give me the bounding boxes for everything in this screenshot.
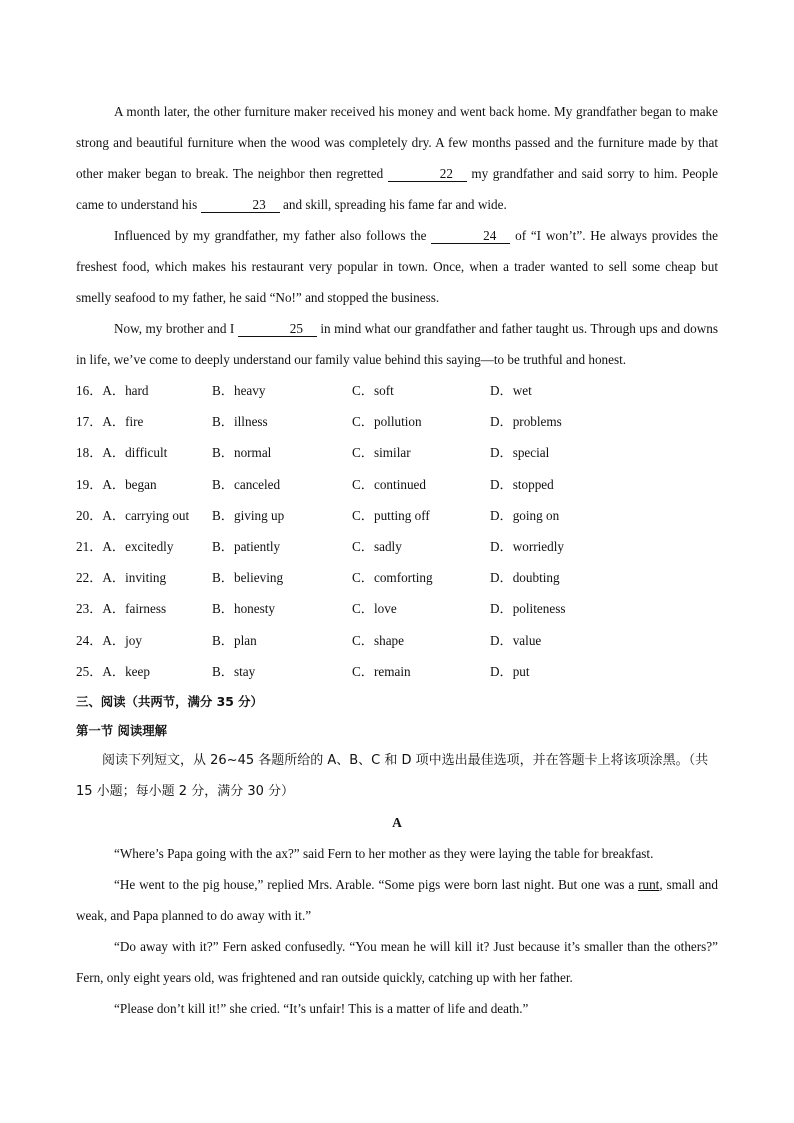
option-b: B．canceled <box>212 476 281 492</box>
page-content <box>76 96 718 1024</box>
question-number-option-a: 23．A．fairness <box>76 601 167 617</box>
question-number-option-a: 22．A．inviting <box>76 570 167 586</box>
question-row <box>76 469 718 500</box>
option-d: D．value <box>490 632 542 648</box>
question-number-option-a: 20．A．carrying out <box>76 507 190 523</box>
blank-25: 25 <box>238 322 317 337</box>
question-number-option-a: 25．A．keep <box>76 663 150 679</box>
question-list <box>76 375 718 687</box>
text-span: “He went to the pig house,” replied Mrs. Arable. “Some pigs were born last night. But one was a <box>114 876 639 892</box>
option-c: C．comforting <box>352 570 433 586</box>
question-number-option-a: 24．A．joy <box>76 632 142 648</box>
option-b: B．stay <box>212 663 256 679</box>
section-heading: 三、阅读（共两节，满分 35 分） <box>76 693 263 709</box>
passage-a-paragraph-3: “Do away with it?” Fern asked confusedly. “You mean he will kill it? Just because it’s smaller than the others?” Fern, only eight years old, was frightened and ran outside quickly, catching up with her father. <box>76 938 718 985</box>
passage-a-paragraph-1: “Where’s Papa going with the ax?” said Fern to her mother as they were laying the table for breakfast. <box>114 845 654 861</box>
blank-23: 23 <box>201 198 280 213</box>
question-row <box>76 406 718 437</box>
question-row <box>76 375 718 406</box>
option-b: B．patiently <box>212 538 281 554</box>
question-row <box>76 500 718 531</box>
question-number-option-a: 17．A．fire <box>76 414 144 430</box>
option-b: B．giving up <box>212 507 285 523</box>
option-c: C．similar <box>352 445 411 461</box>
passage-a-paragraph-2 <box>76 869 718 931</box>
option-b: B．plan <box>212 632 257 648</box>
option-c: C．soft <box>352 383 394 398</box>
question-number-option-a: 19．A．began <box>76 476 157 492</box>
question-row <box>76 562 718 593</box>
question-number-option-a: 21．A．excitedly <box>76 538 174 554</box>
text-span: of “I won’t”. He always provides the freshest food, which makes his restaurant very popular in town. Once, when a trader wanted to sell some cheap but smelly seafood to my father, he said “No!” and stopped the business. <box>76 228 718 305</box>
question-row <box>76 437 718 468</box>
option-c: C．putting off <box>352 507 430 523</box>
option-d: D．problems <box>490 414 562 430</box>
passage-paragraph-1 <box>76 96 718 220</box>
blank-22: 22 <box>388 167 467 182</box>
text-span: Influenced by my grandfather, my father also follows the <box>114 228 432 243</box>
question-row <box>76 625 718 656</box>
question-number-option-a: 18．A．difficult <box>76 445 168 461</box>
option-c: C．continued <box>352 476 426 492</box>
text-span: and skill, spreading his fame far and wide. <box>279 197 507 212</box>
question-number-option-a: 16．A．hard <box>76 383 149 398</box>
passage-a-paragraph-4: “Please don’t kill it!” she cried. “It’s unfair! This is a matter of life and death.” <box>114 1000 529 1016</box>
option-c: C．shape <box>352 632 405 648</box>
option-d: D．doubting <box>490 570 560 586</box>
text-span: Now, my brother and I <box>114 321 238 336</box>
text-span: , small and weak, and Papa planned to do away with it.” <box>76 876 718 923</box>
text-span: in mind what our grandfather and father taught us. Through ups and downs in life, we’ve come to deeply understand our family value behind this saying—to be truthful and honest. <box>76 321 718 367</box>
option-c: C．pollution <box>352 414 422 430</box>
blank-24: 24 <box>431 229 510 244</box>
question-row <box>76 656 718 687</box>
option-c: C．love <box>352 601 397 617</box>
option-d: D．put <box>490 663 530 679</box>
option-d: D．wet <box>490 383 532 398</box>
option-b: B．believing <box>212 570 284 586</box>
option-d: D．worriedly <box>490 538 564 554</box>
option-d: D．going on <box>490 507 560 523</box>
passage-label: A <box>392 814 402 830</box>
option-d: D．stopped <box>490 476 554 492</box>
option-b: B．honesty <box>212 601 276 617</box>
option-d: D．special <box>490 445 550 461</box>
question-row <box>76 531 718 562</box>
option-d: D．politeness <box>490 601 566 617</box>
option-b: B．heavy <box>212 383 266 398</box>
passage-paragraph-2 <box>76 220 718 313</box>
passage-paragraph-3 <box>76 313 718 375</box>
instruction-text: 阅读下列短文，从 26~45 各题所给的 A、B、C 和 D 项中选出最佳选项，并在答题卡上将该项涂黑。（共 15 小题；每小题 2 分，满分 30 分） <box>76 752 709 799</box>
question-row <box>76 593 718 624</box>
text-span: A month later, the other furniture maker received his money and went back home. My grandfather began to make strong and beautiful furniture when the wood was completely dry. A few months passed and the furniture made by that other maker began to break. The neighbor then regretted <box>76 104 718 181</box>
option-c: C．sadly <box>352 538 402 554</box>
option-b: B．illness <box>212 414 268 430</box>
underlined-word: runt <box>638 876 660 892</box>
option-c: C．remain <box>352 663 411 679</box>
text-span: my grandfather and said sorry to him. People came to understand his <box>76 166 718 212</box>
option-b: B．normal <box>212 445 272 461</box>
sub-heading: 第一节 阅读理解 <box>76 722 168 738</box>
